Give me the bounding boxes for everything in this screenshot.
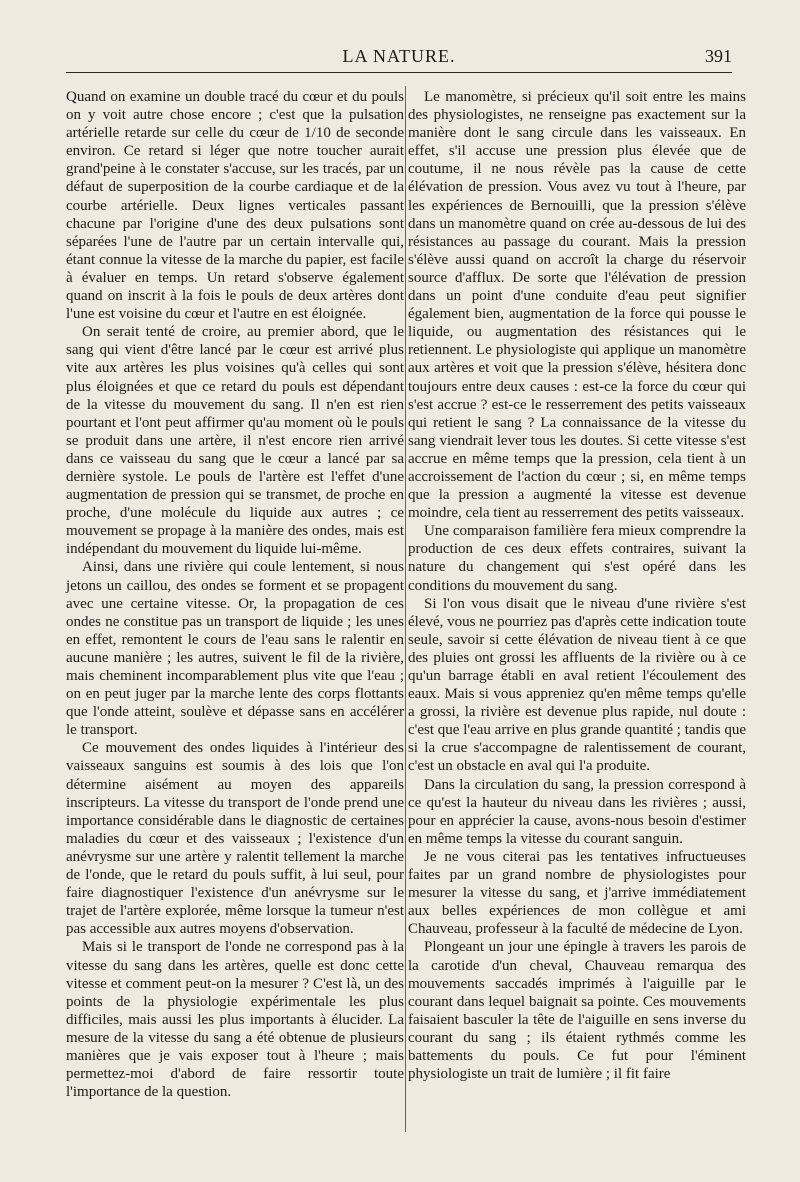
running-head [66, 44, 732, 73]
paragraph: Si l'on vous disait que le niveau d'une rivière s'est élevé, vous ne pourriez pas d'après cette indication toute seule, savoir si cette élévation de niveau tient à ce que des pluies ont grossi les affluents de la rivière ou à ce qu'un barrage établi en aval retient l'écoulement des eaux. Mais si vous appreniez qu'en même temps qu'elle a grossi, la rivière est devenue plus rapide, nul doute : c'est que l'eau arrive en plus grande quantité ; tandis que si la crue s'accompagne de ralentissement de courant, c'est un obstacle en aval qui l'a produite. [408, 595, 746, 775]
paragraph: Mais si le transport de l'onde ne correspond pas à la vitesse du sang dans les artères, quelle est donc cette vitesse et comment peut-on la mesurer ? C'est là, un des points de la physiologie expérimentale les plus difficiles, mais aussi les plus importants à élucider. La mesure de la vitesse du sang a été obtenue de plusieurs manières que je vais exposer tout à l'heure ; mais permettez-moi d'abord de faire ressortir toute l'importance de la question. [66, 939, 404, 1101]
paragraph: Dans la circulation du sang, la pression correspond à ce qu'est la hauteur du niveau dans les rivières ; aussi, pour en apprécier la cause, avons-nous besoin d'estimer en même temps la vitesse du courant sanguin. [408, 776, 746, 847]
paragraph: Une comparaison familière fera mieux comprendre la production de ces deux effets contraires, suivant la nature du changement qui s'est opéré dans les conditions du mouvement du sang. [408, 523, 746, 594]
paragraph: Quand on examine un double tracé du cœur et du pouls on y voit autre chose encore ; c'est que la pulsation artérielle retarde sur celle du cœur de 1/10 de seconde environ. Ce retard si léger que notre toucher aurait grand'peine à le constater s'accuse, sur les tracés, par un défaut de superposition de la courbe cardiaque et de la courbe artérielle. Deux lignes verticales passant chacune par l'origine d'une des deux pulsations sont séparées l'une de l'autre par un certain intervalle qui, étant connue la vitesse de la marche du papier, est facile à évaluer en temps. Un retard s'observe également quand on inscrit à la fois le pouls de deux artères dont l'une est voisine du cœur et l'autre en est éloignée. [66, 89, 404, 323]
paragraph: Je ne vous citerai pas les tentatives infructueuses faites par un grand nombre de physiologistes pour mesurer la vitesse du sang, et j'arrive immédiatement aux belles expériences de mon collègue et ami Chauveau, professeur à la faculté de médecine de Lyon. [408, 848, 746, 938]
column-divider [405, 86, 406, 1132]
paragraph: Ce mouvement des ondes liquides à l'intérieur des vaisseaux sanguins est soumis à des lois que l'on détermine aisément au moyen des appareils inscripteurs. La vitesse du transport de l'onde prend une importance considérable dans le diagnostic de certaines maladies du cœur et des vaisseaux ; l'existence d'un anévrysme sur une artère y ralentit tellement la marche de l'onde, que le retard du pouls suffit, à lui seul, pour faire diagnostiquer l'existence d'un anévrysme sur le trajet de l'artère explorée, même lorsque la tumeur n'est pas accessible aux autres moyens d'observation. [66, 740, 404, 938]
paragraph: Ainsi, dans une rivière qui coule lentement, si nous jetons un caillou, des ondes se forment et se propagent avec une certaine vitesse. Or, la propagation de ces ondes ne constitue pas un transport de liquide ; les unes en effet, remontent le cours de l'eau sans le ralentir en aucune manière ; les autres, suivent le fil de la rivière, mais cheminent incomparablement plus vite que l'eau ; on en peut juger par la marche lente des corps flottants que l'onde atteint, soulève et dépasse sans en accélérer le transport. [66, 559, 404, 739]
paragraph: Plongeant un jour une épingle à travers les parois de la carotide d'un cheval, Chauveau remarqua des mouvements saccadés imprimés à l'aiguille par le courant dans lequel baignait sa pointe. Ces mouvements faisaient basculer la tête de l'aiguille en sens inverse du courant du sang ; ils étaient rythmés comme les battements du pouls. Ce fut pour l'éminent physiologiste un trait de lumière ; il fit faire [408, 939, 746, 1083]
right-column [408, 88, 746, 1083]
journal-title: LA NATURE. [342, 46, 456, 66]
page-number: 391 [705, 46, 732, 66]
paragraph: On serait tenté de croire, au premier abord, que le sang qui vient d'être lancé par le cœur est arrivé plus vite aux artères les plus voisines qu'à celles qui sont plus éloignées et que ce retard du pouls est dépendant de la vitesse du mouvement du sang. Il n'en est rien pourtant et l'ont peut affirmer qu'au moment où le pouls se produit dans une artère, il n'est encore rien arrivé dans ce vaisseau du sang que le cœur a lancé par sa dernière systole. Le pouls de l'artère est l'effet d'une augmentation de pression qui se transmet, de proche en proche, d'une molécule du liquide aux autres ; ce mouvement se propage à la manière des ondes, mais est indépendant du mouvement du liquide lui-même. [66, 324, 404, 558]
left-column [66, 88, 404, 1101]
paragraph: Le manomètre, si précieux qu'il soit entre les mains des physiologistes, ne renseigne pas exactement sur la manière dont le sang circule dans les vaisseaux. En effet, s'il accuse une pression plus élevée que de coutume, il ne nous révèle pas la cause de cette élévation de pression. Vous avez vu tout à l'heure, par les expériences de Bernouilli, que la pression s'élève dans un manomètre quand on crée au-dessous de lui des résistances au passage du courant. Mais la pression s'élève aussi quand on accroît la charge du réservoir source d'afflux. De sorte que l'élévation de pression dans un point d'une conduite d'eau peut signifier également bien, augmentation de la force qui pousse le liquide, ou augmentation des résistances qui le retiennent. Le physiologiste qui applique un manomètre aux artères et voit que la pression s'élève, hésitera donc toujours entre deux causes : est-ce la force du cœur qui s'est accrue ? est-ce le resserrement des petits vaisseaux qui retient le sang ? La connaissance de la vitesse du sang viendrait lever tous les doutes. Si cette vitesse s'est accrue en même temps que la pression, cela tient à un accroissement de l'action du cœur ; si, en même temps que la pression a augmenté la vitesse est devenue moindre, cela tient au resserrement des petits vaisseaux. [408, 89, 746, 522]
